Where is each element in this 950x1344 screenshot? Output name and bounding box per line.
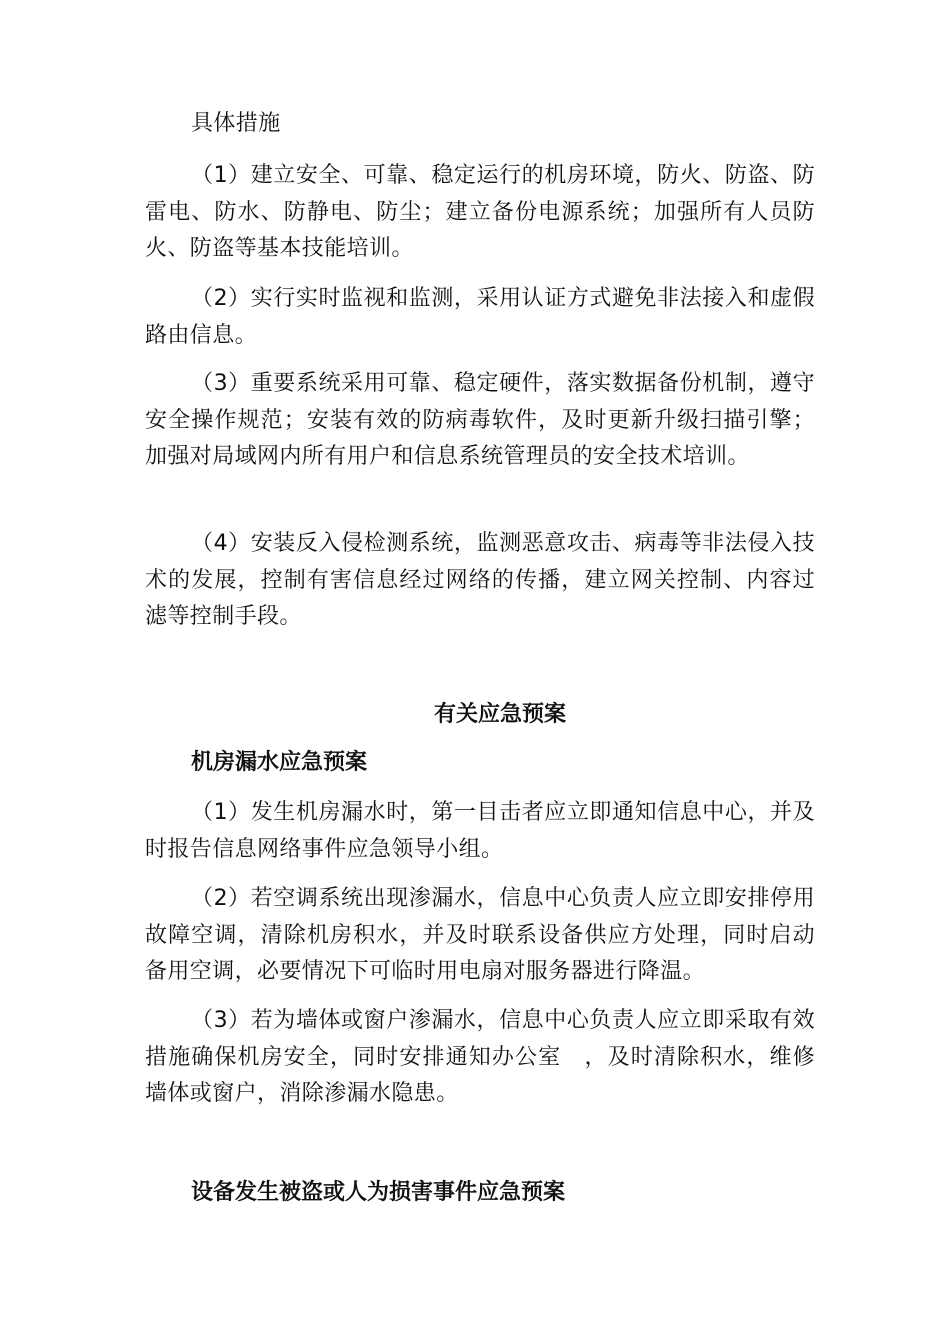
- theft-title: 设备发生被盗或人为损害事件应急预案: [191, 1180, 566, 1205]
- water-leak-title: 机房漏水应急预案: [191, 750, 368, 775]
- water-leak-item-2: （2）若空调系统出现渗漏水，信息中心负责人应立即安排停用故障空调，清除机房积水，并及时联系设备供应方处理，同时启动备用空调，必要情况下可临时用电扇对服务器进行降温。: [145, 886, 815, 984]
- measures-item-3: （3）重要系统采用可靠、稳定硬件，落实数据备份机制，遵守安全操作规范；安装有效的防病毒软件，及时更新升级扫描引擎；加强对局域网内所有用户和信息系统管理员的安全技术培训。: [145, 371, 815, 469]
- measures-item-1: （1）建立安全、可靠、稳定运行的机房环境，防火、防盗、防雷电、防水、防静电、防尘；建立备份电源系统；加强所有人员防火、防盗等基本技能培训。: [145, 163, 815, 261]
- section-title: 有关应急预案: [433, 702, 566, 727]
- water-leak-item-3: （3）若为墙体或窗户渗漏水，信息中心负责人应立即采取有效措施确保机房安全，同时安排通知办公室 ，及时清除积水，维修墙体或窗户，消除渗漏水隐患。: [145, 1008, 815, 1106]
- water-leak-item-1: （1）发生机房漏水时，第一目击者应立即通知信息中心，并及时报告信息网络事件应急领导小组。: [145, 800, 815, 862]
- measures-heading: 具体措施: [191, 111, 281, 136]
- measures-item-2: （2）实行实时监视和监测，采用认证方式避免非法接入和虚假路由信息。: [145, 286, 815, 348]
- measures-item-4: （4）安装反入侵检测系统，监测恶意攻击、病毒等非法侵入技术的发展，控制有害信息经过网络的传播，建立网关控制、内容过滤等控制手段。: [145, 531, 815, 629]
